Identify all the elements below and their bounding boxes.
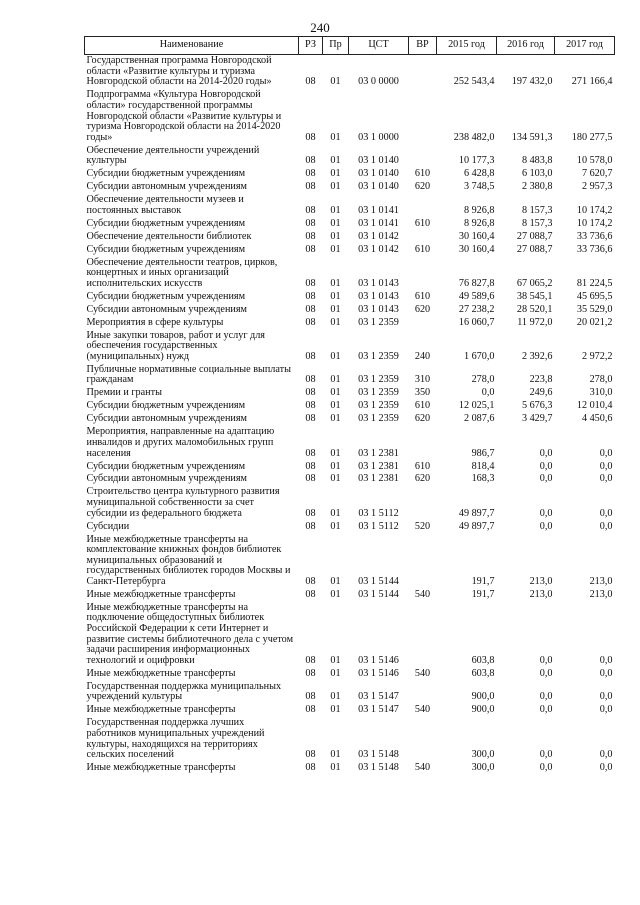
row-cst: 03 1 2359	[358, 400, 399, 412]
row-name: Подпрограмма «Культура Новгородской области» государственной программы Новгородской области «Развитие культуры и туризма Новгородской области на 2014-2020 годы»	[86, 89, 282, 143]
row-name: Иные межбюджетные трансферты	[86, 588, 236, 600]
row-name: Субсидии автономным учреждениям	[86, 473, 247, 485]
row-rz: 08	[305, 350, 316, 362]
row-name: Субсидии автономным учреждениям	[86, 303, 247, 315]
row-rz: 08	[305, 230, 316, 242]
row-vr	[409, 681, 437, 705]
header-cst: ЦСТ	[349, 37, 409, 55]
row-name: Публичные нормативные социальные выплаты гражданам	[86, 363, 291, 386]
row-2015: 252 543,4	[453, 76, 495, 88]
row-2015: 900,0	[471, 704, 495, 716]
row-vr: 610	[414, 217, 431, 229]
row-rz: 08	[305, 691, 316, 703]
row-2015: 12 025,1	[458, 400, 495, 412]
row-vr: 540	[414, 667, 431, 679]
row-cst: 03 1 0141	[358, 217, 399, 229]
row-2015: 191,7	[471, 575, 495, 587]
row-pr: 01	[330, 350, 341, 362]
row-2017: 81 224,5	[576, 277, 613, 289]
row-rz: 08	[305, 204, 316, 216]
row-2015: 300,0	[471, 762, 495, 774]
row-name: Иные межбюджетные трансферты на подключение общедоступных библиотек Российской Федерации к сети Интернет и развитие системы библиотечного дела с учетом задачи расширения информационных технологий и оцифровки	[86, 601, 294, 666]
row-cst: 03 1 2359	[358, 316, 399, 328]
row-2017: 278,0	[589, 374, 613, 386]
row-2017: 0,0	[599, 654, 613, 666]
row-rz: 08	[305, 76, 316, 88]
row-vr: 520	[414, 520, 431, 532]
row-2016: 6 103,0	[521, 168, 553, 180]
table-row	[85, 218, 615, 231]
row-pr: 01	[330, 575, 341, 587]
row-vr: 540	[414, 762, 431, 774]
row-2015: 603,8	[471, 667, 495, 679]
row-2015: 986,7	[471, 447, 495, 459]
row-cst: 03 1 5112	[358, 520, 399, 532]
row-rz: 08	[305, 387, 316, 399]
row-2016: 0,0	[539, 762, 553, 774]
row-2016: 2 380,8	[521, 181, 553, 193]
row-cst: 03 0 0000	[358, 76, 399, 88]
row-2017: 4 450,6	[581, 413, 613, 425]
row-2017: 0,0	[599, 749, 613, 761]
row-2015: 191,7	[471, 588, 495, 600]
row-vr: 610	[414, 168, 431, 180]
table-row	[85, 291, 615, 304]
row-vr	[409, 317, 437, 330]
row-2016: 0,0	[539, 667, 553, 679]
row-rz: 08	[305, 374, 316, 386]
row-name: Субсидии бюджетным учреждениям	[86, 290, 246, 302]
row-name: Иные межбюджетные трансферты на комплектование книжных фондов библиотек муниципальных образований и государственных библиотек городов Москвы и Санкт-Петербурга	[86, 533, 291, 587]
row-2015: 2 087,6	[463, 413, 495, 425]
row-2015: 76 827,8	[458, 277, 495, 289]
row-2016: 0,0	[539, 654, 553, 666]
row-2016: 0,0	[539, 507, 553, 519]
row-2015: 818,4	[471, 460, 495, 472]
row-vr: 620	[414, 473, 431, 485]
row-vr: 540	[414, 704, 431, 716]
row-cst: 03 1 0000	[358, 131, 399, 143]
table-row	[85, 194, 615, 218]
row-2016: 3 429,7	[521, 413, 553, 425]
row-2016: 197 432,0	[511, 76, 553, 88]
table-row	[85, 589, 615, 602]
budget-table	[84, 36, 615, 775]
row-vr: 610	[414, 460, 431, 472]
row-rz: 08	[305, 749, 316, 761]
header-pr: Пр	[323, 37, 349, 55]
row-name: Государственная программа Новгородской области «Развитие культуры и туризма Новгородской области на 2014-2020 годы»	[86, 55, 272, 88]
row-2017: 0,0	[599, 691, 613, 703]
row-pr: 01	[330, 316, 341, 328]
row-rz: 08	[305, 520, 316, 532]
row-name: Субсидии бюджетным учреждениям	[86, 460, 246, 472]
row-rz: 08	[305, 303, 316, 315]
row-2015: 168,3	[471, 473, 495, 485]
row-pr: 01	[330, 374, 341, 386]
table-row	[85, 304, 615, 317]
row-pr: 01	[330, 400, 341, 412]
row-2017: 20 021,2	[576, 316, 613, 328]
row-pr: 01	[330, 507, 341, 519]
row-rz: 08	[305, 243, 316, 255]
row-pr: 01	[330, 387, 341, 399]
row-vr: 620	[414, 413, 431, 425]
table-row	[85, 168, 615, 181]
row-cst: 03 1 5147	[358, 691, 399, 703]
row-pr: 01	[330, 204, 341, 216]
table-row	[85, 145, 615, 169]
table-row	[85, 668, 615, 681]
row-2016: 27 088,7	[516, 230, 553, 242]
row-cst: 03 1 2359	[358, 374, 399, 386]
row-pr: 01	[330, 76, 341, 88]
row-pr: 01	[330, 654, 341, 666]
row-name: Строительство центра культурного развития муниципальной собственности за счет субсидии из федерального бюджета	[86, 486, 280, 519]
row-2015: 49 897,7	[458, 507, 495, 519]
row-rz: 08	[305, 447, 316, 459]
row-2017: 180 277,5	[571, 131, 613, 143]
row-cst: 03 1 5147	[358, 704, 399, 716]
table-row	[85, 55, 615, 90]
row-2017: 7 620,7	[581, 168, 613, 180]
row-name: Премии и гранты	[86, 387, 162, 399]
row-rz: 08	[305, 277, 316, 289]
row-pr: 01	[330, 155, 341, 167]
row-cst: 03 1 2381	[358, 447, 399, 459]
table-row	[85, 330, 615, 364]
row-2016: 67 065,2	[516, 277, 553, 289]
row-pr: 01	[330, 217, 341, 229]
row-2016: 0,0	[539, 691, 553, 703]
row-2016: 5 676,3	[521, 400, 553, 412]
row-pr: 01	[330, 691, 341, 703]
row-2015: 6 428,8	[463, 168, 495, 180]
row-vr	[409, 145, 437, 169]
row-2016: 27 088,7	[516, 243, 553, 255]
row-2017: 0,0	[599, 507, 613, 519]
row-name: Обеспечение деятельности учреждений культуры	[86, 144, 260, 167]
row-2017: 33 736,6	[576, 230, 613, 242]
table-row	[85, 256, 615, 290]
row-name: Субсидии бюджетным учреждениям	[86, 400, 246, 412]
row-vr	[409, 55, 437, 90]
table-row	[85, 486, 615, 520]
row-pr: 01	[330, 762, 341, 774]
row-2017: 310,0	[589, 387, 613, 399]
table-row	[85, 717, 615, 762]
row-2016: 249,6	[529, 387, 553, 399]
row-2015: 3 748,5	[463, 181, 495, 193]
row-2017: 10 578,0	[576, 155, 613, 167]
row-rz: 08	[305, 217, 316, 229]
row-cst: 03 1 2359	[358, 413, 399, 425]
row-cst: 03 1 0143	[358, 290, 399, 302]
row-2017: 0,0	[599, 704, 613, 716]
row-2017: 0,0	[599, 460, 613, 472]
row-cst: 03 1 5144	[358, 588, 399, 600]
row-2016: 0,0	[539, 749, 553, 761]
row-rz: 08	[305, 181, 316, 193]
row-pr: 01	[330, 704, 341, 716]
row-rz: 08	[305, 654, 316, 666]
row-2016: 11 972,0	[517, 316, 553, 328]
row-vr	[409, 533, 437, 588]
row-2015: 30 160,4	[458, 243, 495, 255]
row-cst: 03 1 0140	[358, 181, 399, 193]
row-2016: 8 157,3	[521, 217, 553, 229]
row-2015: 27 238,2	[458, 303, 495, 315]
row-cst: 03 1 2381	[358, 473, 399, 485]
row-cst: 03 1 2359	[358, 350, 399, 362]
row-vr	[409, 194, 437, 218]
row-name: Мероприятия в сфере культуры	[86, 316, 224, 328]
row-2015: 30 160,4	[458, 230, 495, 242]
row-rz: 08	[305, 460, 316, 472]
row-2017: 271 166,4	[571, 76, 613, 88]
row-cst: 03 1 5146	[358, 654, 399, 666]
header-name: Наименование	[85, 37, 299, 55]
row-2016: 0,0	[539, 460, 553, 472]
row-vr	[409, 717, 437, 762]
row-2015: 300,0	[471, 749, 495, 761]
table-row	[85, 387, 615, 400]
row-rz: 08	[305, 155, 316, 167]
row-2017: 2 957,3	[581, 181, 613, 193]
row-rz: 08	[305, 290, 316, 302]
row-vr	[409, 486, 437, 520]
row-pr: 01	[330, 667, 341, 679]
table-row	[85, 89, 615, 144]
row-cst: 03 1 0140	[358, 155, 399, 167]
row-rz: 08	[305, 667, 316, 679]
row-rz: 08	[305, 316, 316, 328]
row-rz: 08	[305, 400, 316, 412]
row-name: Обеспечение деятельности музеев и постоянных выставок	[86, 194, 244, 216]
table-row	[85, 400, 615, 413]
row-name: Субсидии бюджетным учреждениям	[86, 217, 246, 229]
header-2015: 2015 год	[437, 37, 497, 55]
row-2017: 0,0	[599, 473, 613, 485]
row-cst: 03 1 5146	[358, 667, 399, 679]
row-name: Иные межбюджетные трансферты	[86, 762, 236, 774]
table-row	[85, 602, 615, 668]
row-vr: 610	[414, 243, 431, 255]
row-name: Субсидии	[86, 520, 130, 532]
row-2015: 278,0	[471, 374, 495, 386]
row-2016: 134 591,3	[511, 131, 553, 143]
row-vr: 310	[414, 374, 431, 386]
row-vr: 540	[414, 588, 431, 600]
row-rz: 08	[305, 413, 316, 425]
header-2017: 2017 год	[555, 37, 615, 55]
row-pr: 01	[330, 168, 341, 180]
row-pr: 01	[330, 181, 341, 193]
row-2016: 8 157,3	[521, 204, 553, 216]
row-2017: 12 010,4	[576, 400, 613, 412]
row-cst: 03 1 0142	[358, 230, 399, 242]
row-rz: 08	[305, 168, 316, 180]
page-number: 240	[310, 20, 330, 35]
row-pr: 01	[330, 303, 341, 315]
row-2015: 8 926,8	[463, 217, 495, 229]
row-2015: 49 897,7	[458, 520, 495, 532]
row-vr	[409, 426, 437, 460]
row-2017: 0,0	[599, 667, 613, 679]
table-row	[85, 473, 615, 486]
row-rz: 08	[305, 507, 316, 519]
row-pr: 01	[330, 473, 341, 485]
row-2015: 16 060,7	[458, 316, 495, 328]
row-pr: 01	[330, 413, 341, 425]
row-2017: 10 174,2	[576, 204, 613, 216]
row-vr: 350	[414, 387, 431, 399]
row-2017: 0,0	[599, 520, 613, 532]
row-2016: 0,0	[539, 704, 553, 716]
row-2017: 2 972,2	[581, 350, 613, 362]
row-vr	[409, 231, 437, 244]
row-vr: 620	[414, 181, 431, 193]
table-body	[85, 55, 615, 775]
row-cst: 03 1 0143	[358, 303, 399, 315]
row-cst: 03 1 0143	[358, 277, 399, 289]
row-2015: 8 926,8	[463, 204, 495, 216]
row-2015: 1 670,0	[463, 350, 495, 362]
row-rz: 08	[305, 575, 316, 587]
row-pr: 01	[330, 460, 341, 472]
row-vr: 240	[414, 350, 431, 362]
header-vr: ВР	[409, 37, 437, 55]
table-header-row	[85, 37, 615, 55]
row-2016: 0,0	[539, 520, 553, 532]
table-row	[85, 244, 615, 257]
table-row	[85, 460, 615, 473]
table-row	[85, 231, 615, 244]
table-row	[85, 364, 615, 388]
row-2016: 0,0	[539, 447, 553, 459]
row-pr: 01	[330, 230, 341, 242]
row-vr: 620	[414, 303, 431, 315]
row-2015: 900,0	[471, 691, 495, 703]
header-rz: РЗ	[299, 37, 323, 55]
row-rz: 08	[305, 588, 316, 600]
row-cst: 03 1 0142	[358, 243, 399, 255]
row-rz: 08	[305, 762, 316, 774]
row-name: Иные межбюджетные трансферты	[86, 704, 236, 716]
row-vr	[409, 89, 437, 144]
row-2017: 0,0	[599, 762, 613, 774]
row-pr: 01	[330, 277, 341, 289]
table-row	[85, 704, 615, 717]
row-vr: 610	[414, 290, 431, 302]
row-2017: 35 529,0	[576, 303, 613, 315]
table-row	[85, 520, 615, 533]
row-2015: 0,0	[481, 387, 495, 399]
row-pr: 01	[330, 588, 341, 600]
row-name: Государственная поддержка лучших работников муниципальных учреждений культуры, находящихся на территориях сельских поселений	[86, 717, 265, 761]
row-2016: 223,8	[529, 374, 553, 386]
row-name: Иные межбюджетные трансферты	[86, 667, 236, 679]
header-2016: 2016 год	[497, 37, 555, 55]
row-pr: 01	[330, 131, 341, 143]
row-name: Субсидии бюджетным учреждениям	[86, 168, 246, 180]
row-2015: 10 177,3	[458, 155, 495, 167]
row-2016: 8 483,8	[521, 155, 553, 167]
row-2016: 213,0	[529, 575, 553, 587]
row-cst: 03 1 2381	[358, 460, 399, 472]
row-rz: 08	[305, 473, 316, 485]
row-vr	[409, 256, 437, 290]
row-name: Государственная поддержка муниципальных учреждений культуры	[86, 680, 282, 703]
row-2015: 603,8	[471, 654, 495, 666]
row-pr: 01	[330, 447, 341, 459]
row-name: Субсидии автономным учреждениям	[86, 181, 247, 193]
table-row	[85, 426, 615, 460]
row-cst: 03 1 5148	[358, 749, 399, 761]
row-2015: 238 482,0	[453, 131, 495, 143]
row-name: Субсидии автономным учреждениям	[86, 413, 247, 425]
row-name: Обеспечение деятельности библиотек	[86, 230, 252, 242]
row-2017: 213,0	[589, 575, 613, 587]
row-name: Мероприятия, направленные на адаптацию инвалидов и других маломобильных групп населения	[86, 426, 275, 459]
row-2016: 0,0	[539, 473, 553, 485]
row-name: Субсидии бюджетным учреждениям	[86, 243, 246, 255]
row-cst: 03 1 5148	[358, 762, 399, 774]
table-row	[85, 533, 615, 588]
row-2016: 28 520,1	[516, 303, 553, 315]
row-2017: 10 174,2	[576, 217, 613, 229]
row-2017: 45 695,5	[576, 290, 613, 302]
row-pr: 01	[330, 749, 341, 761]
row-vr	[409, 602, 437, 668]
row-pr: 01	[330, 290, 341, 302]
row-vr: 610	[414, 400, 431, 412]
row-pr: 01	[330, 243, 341, 255]
row-cst: 03 1 5112	[358, 507, 399, 519]
row-name: Обеспечение деятельности театров, цирков, концертных и иных организаций исполнительских искусств	[86, 256, 278, 289]
table-row	[85, 681, 615, 705]
row-2016: 2 392,6	[521, 350, 553, 362]
row-cst: 03 1 2359	[358, 387, 399, 399]
row-2016: 38 545,1	[516, 290, 553, 302]
row-2015: 49 589,6	[458, 290, 495, 302]
row-cst: 03 1 0141	[358, 204, 399, 216]
table-row	[85, 762, 615, 775]
row-2017: 213,0	[589, 588, 613, 600]
row-2017: 33 736,6	[576, 243, 613, 255]
table-row	[85, 413, 615, 426]
row-cst: 03 1 0140	[358, 168, 399, 180]
row-rz: 08	[305, 704, 316, 716]
row-2016: 213,0	[529, 588, 553, 600]
table-row	[85, 181, 615, 194]
row-name: Иные закупки товаров, работ и услуг для обеспечения государственных (муниципальных) нужд	[86, 329, 265, 362]
row-rz: 08	[305, 131, 316, 143]
row-cst: 03 1 5144	[358, 575, 399, 587]
table-row	[85, 317, 615, 330]
row-pr: 01	[330, 520, 341, 532]
row-2017: 0,0	[599, 447, 613, 459]
